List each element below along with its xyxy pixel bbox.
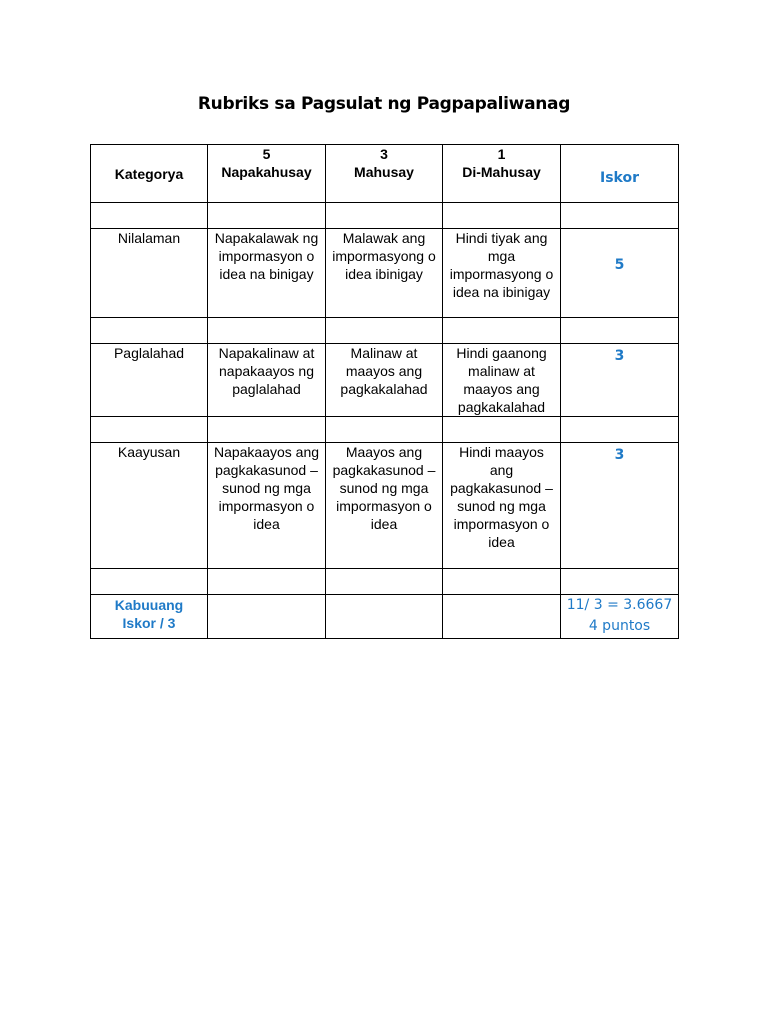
spacer-row [91,417,679,443]
spacer-row [91,569,679,595]
header-iskor: Iskor [561,145,679,203]
total-label-line2: Iskor / 3 [122,615,176,631]
header-mahusay-label: Mahusay [354,164,414,180]
score-cell: 3 [561,443,679,569]
header-napakahusay [208,145,326,203]
total-score-line1: 11/ 3 = 3.6667 [566,597,673,613]
header-mahusay-points: 3 [380,146,388,162]
header-di-mahusay [443,145,561,203]
total-score-line2: 4 puntos [588,618,651,634]
di-mahusay-cell: Hindi gaanong malinaw at maayos ang pagkakalahad [443,344,561,417]
header-di-mahusay-label: Di-Mahusay [462,164,541,180]
rubric-table [90,144,679,639]
header-di-mahusay-points: 1 [497,146,506,162]
category-cell: Paglalahad [91,344,208,417]
total-score-cell [561,595,679,639]
score-cell: 5 [561,229,679,318]
total-row [91,595,679,639]
spacer-row [91,318,679,344]
header-row [91,145,679,203]
napakahusay-cell: Napakaayos ang pagkakasunod – sunod ng mga impormasyon o idea [208,443,326,569]
header-kategorya: Kategorya [91,145,208,203]
napakahusay-cell: Napakalawak ng impormasyon o idea na binigay [208,229,326,318]
total-label-cell [91,595,208,639]
di-mahusay-cell: Hindi tiyak ang mga impormasyong o idea na ibinigay [443,229,561,318]
table-row [91,344,679,417]
mahusay-cell: Malawak ang impormasyong o idea ibinigay [326,229,443,318]
header-napakahusay-label: Napakahusay [221,164,312,180]
header-mahusay [326,145,443,203]
total-label-line1: Kabuuang [114,597,184,613]
category-cell: Nilalaman [91,229,208,318]
score-cell: 3 [561,344,679,417]
napakahusay-cell: Napakalinaw at napakaayos ng paglalahad [208,344,326,417]
header-napakahusay-points: 5 [262,146,271,162]
table-row [91,229,679,318]
spacer-row [91,203,679,229]
page-title: Rubriks sa Pagsulat ng Pagpapaliwanag [197,94,571,114]
table-row [91,443,679,569]
di-mahusay-cell: Hindi maayos ang pagkakasunod – sunod ng mga impormasyon o idea [443,443,561,569]
category-cell: Kaayusan [91,443,208,569]
mahusay-cell: Malinaw at maayos ang pagkakalahad [326,344,443,417]
mahusay-cell: Maayos ang pagkakasunod – sunod ng mga impormasyon o idea [326,443,443,569]
